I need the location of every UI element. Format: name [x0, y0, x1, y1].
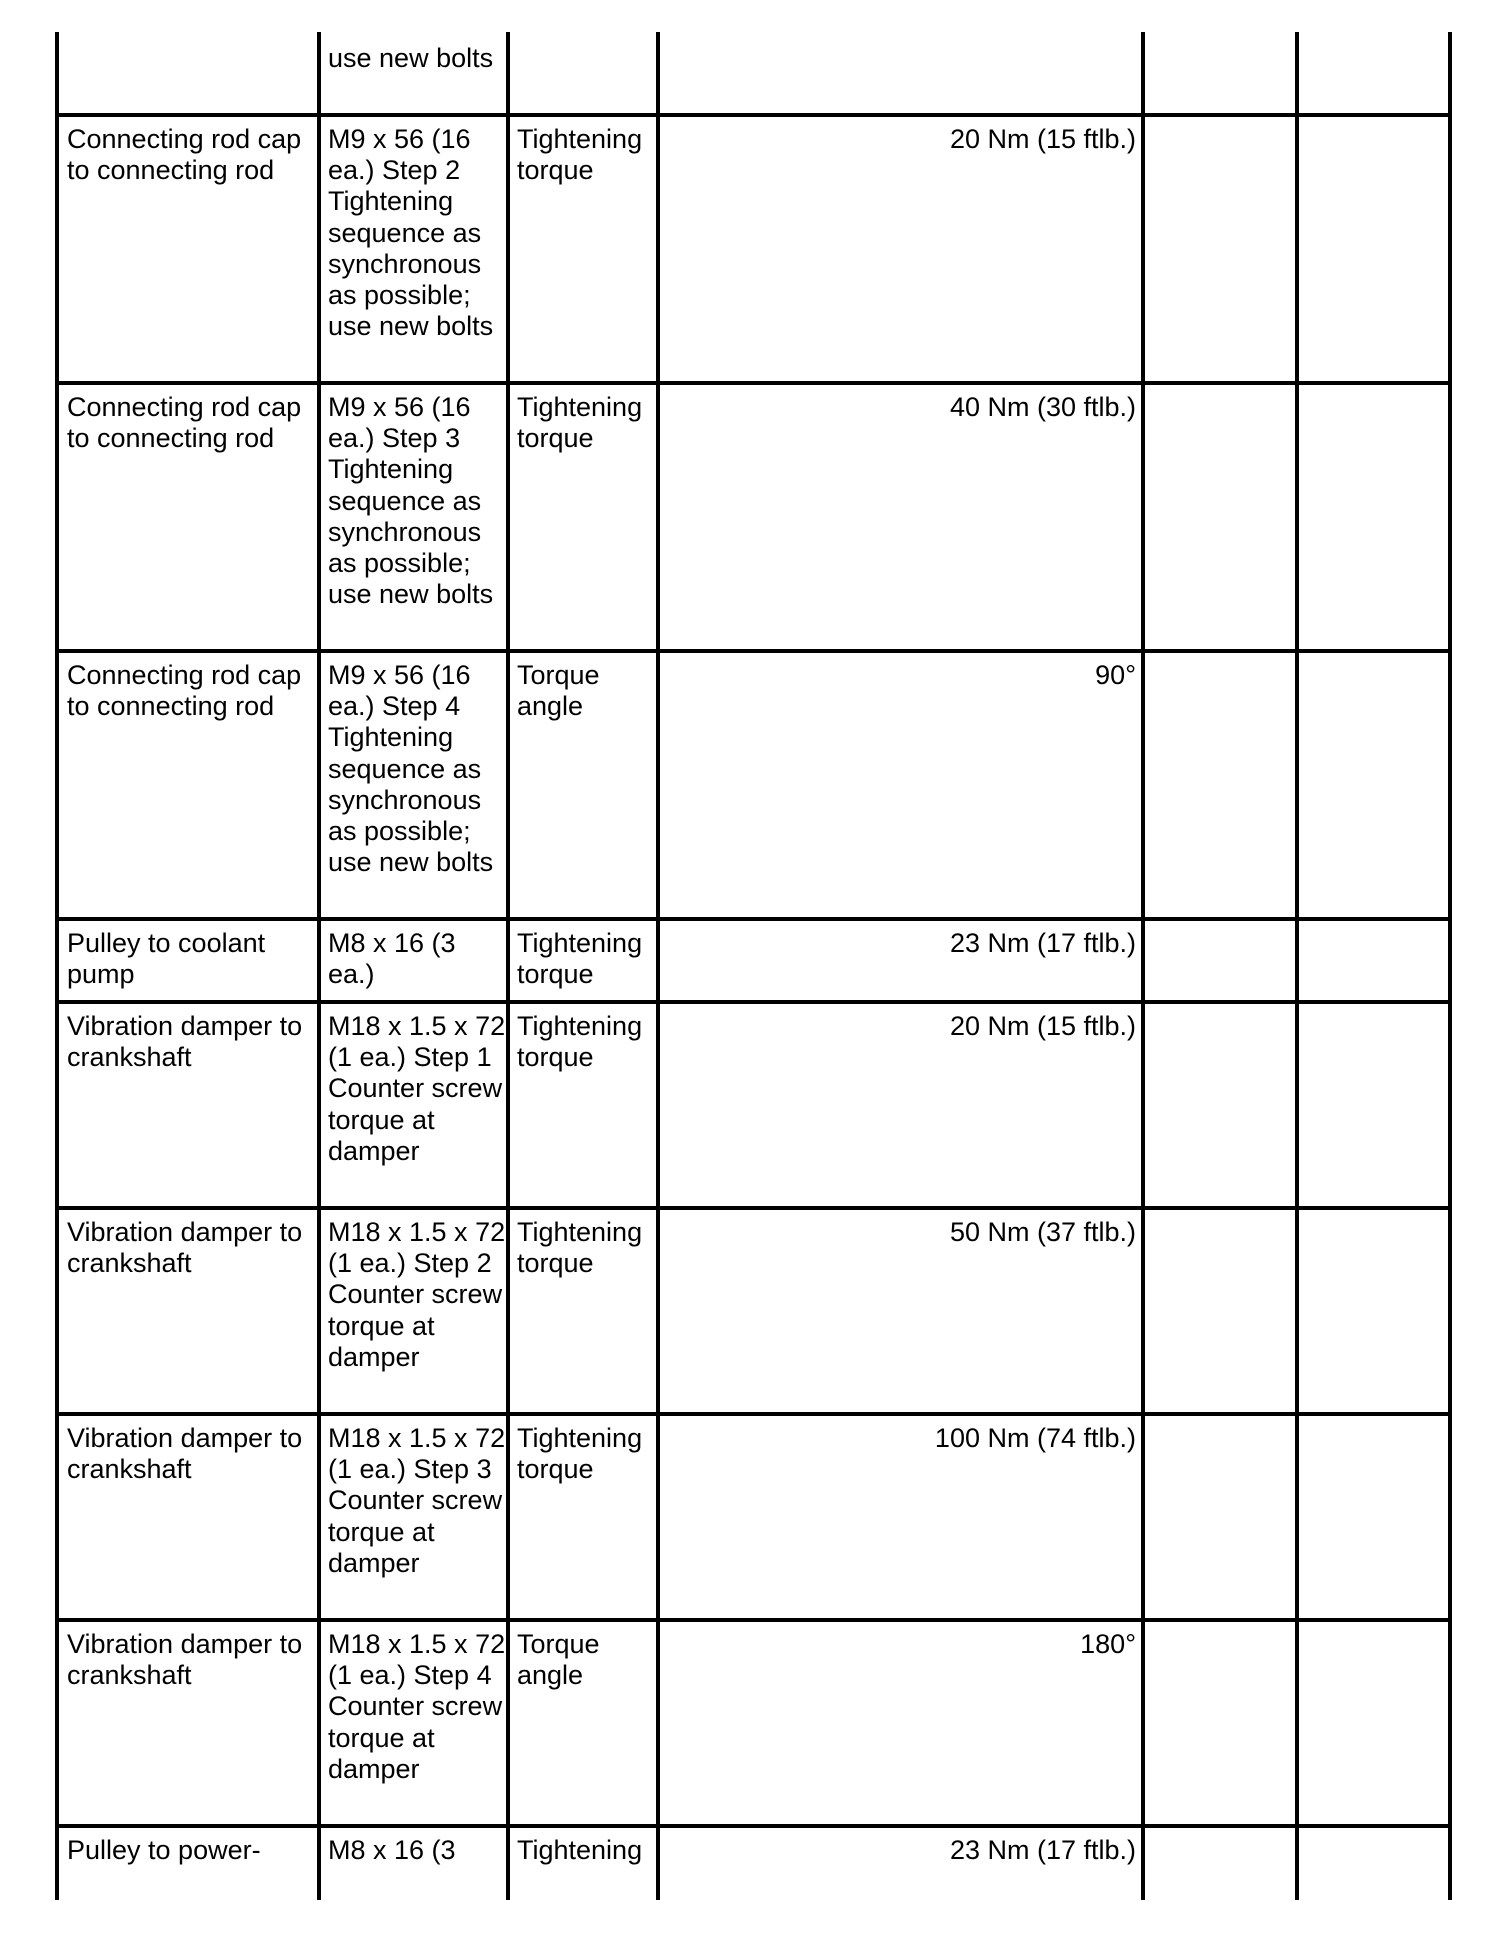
table-cell-value: 50 Nm (37 ftlb.) [949, 1217, 1136, 1247]
table-cell-specification: M9 x 56 (16 ea.) Step 4 Tightening sequence as synchronous as possible; use new bolts [328, 660, 494, 878]
table-cell-component: Connecting rod cap to connecting rod [67, 392, 302, 454]
table-cell-specification: M18 x 1.5 x 72 (1 ea.) Step 2 Counter screw torque at damper [328, 1217, 506, 1372]
row-divider [55, 649, 1452, 653]
table-cell-specification: use new bolts [328, 43, 494, 73]
row-divider [55, 1618, 1452, 1622]
table-cell-specification: M8 x 16 (3 [328, 1835, 456, 1865]
table-cell-component: Vibration damper to crankshaft [67, 1217, 303, 1279]
row-divider [55, 113, 1452, 117]
row-divider [55, 1000, 1452, 1004]
table-cell-value: 40 Nm (30 ftlb.) [949, 392, 1136, 422]
table-cell-specification: M9 x 56 (16 ea.) Step 2 Tightening sequence as synchronous as possible; use new bolts [328, 124, 494, 342]
table-cell-value: 100 Nm (74 ftlb.) [934, 1423, 1136, 1453]
table-cell-type: Tightening torque [517, 392, 643, 454]
table-cell-value: 180° [1080, 1629, 1136, 1659]
row-divider [55, 1206, 1452, 1210]
table-cell-type: Tightening torque [517, 1423, 643, 1485]
table-cell-component: Connecting rod cap to connecting rod [67, 124, 302, 186]
table-cell-type: Tightening torque [517, 1011, 643, 1073]
row-divider [55, 1412, 1452, 1416]
table-cell-type: Tightening [517, 1835, 643, 1865]
table-cell-type: Tightening torque [517, 1217, 643, 1279]
table-cell-specification: M18 x 1.5 x 72 (1 ea.) Step 3 Counter screw torque at damper [328, 1423, 506, 1578]
table-cell-type: Tightening torque [517, 124, 643, 186]
table-cell-value: 23 Nm (17 ftlb.) [949, 928, 1136, 958]
table-cell-type: Torque angle [517, 1629, 600, 1691]
table-cell-specification: M18 x 1.5 x 72 (1 ea.) Step 4 Counter screw torque at damper [328, 1629, 506, 1784]
table-cell-value: 90° [1095, 660, 1136, 690]
table-cell-component: Vibration damper to crankshaft [67, 1423, 303, 1485]
row-divider [55, 917, 1452, 921]
table-cell-component: Pulley to power- [67, 1835, 261, 1865]
table-cell-specification: M9 x 56 (16 ea.) Step 3 Tightening sequence as synchronous as possible; use new bolts [328, 392, 494, 610]
table-cell-type: Torque angle [517, 660, 600, 722]
table-cell-component: Pulley to coolant pump [67, 928, 266, 990]
table-cell-value: 20 Nm (15 ftlb.) [949, 124, 1136, 154]
row-divider [55, 1824, 1452, 1828]
table-cell-value: 20 Nm (15 ftlb.) [949, 1011, 1136, 1041]
table-cell-specification: M18 x 1.5 x 72 (1 ea.) Step 1 Counter screw torque at damper [328, 1011, 506, 1166]
table-cell-type: Tightening torque [517, 928, 643, 990]
table-cell-specification: M8 x 16 (3 ea.) [328, 928, 456, 990]
table-cell-value: 23 Nm (17 ftlb.) [949, 1835, 1136, 1865]
table-cell-component: Connecting rod cap to connecting rod [67, 660, 302, 722]
row-divider [55, 381, 1452, 385]
table-cell-component: Vibration damper to crankshaft [67, 1011, 303, 1073]
table-cell-component: Vibration damper to crankshaft [67, 1629, 303, 1691]
